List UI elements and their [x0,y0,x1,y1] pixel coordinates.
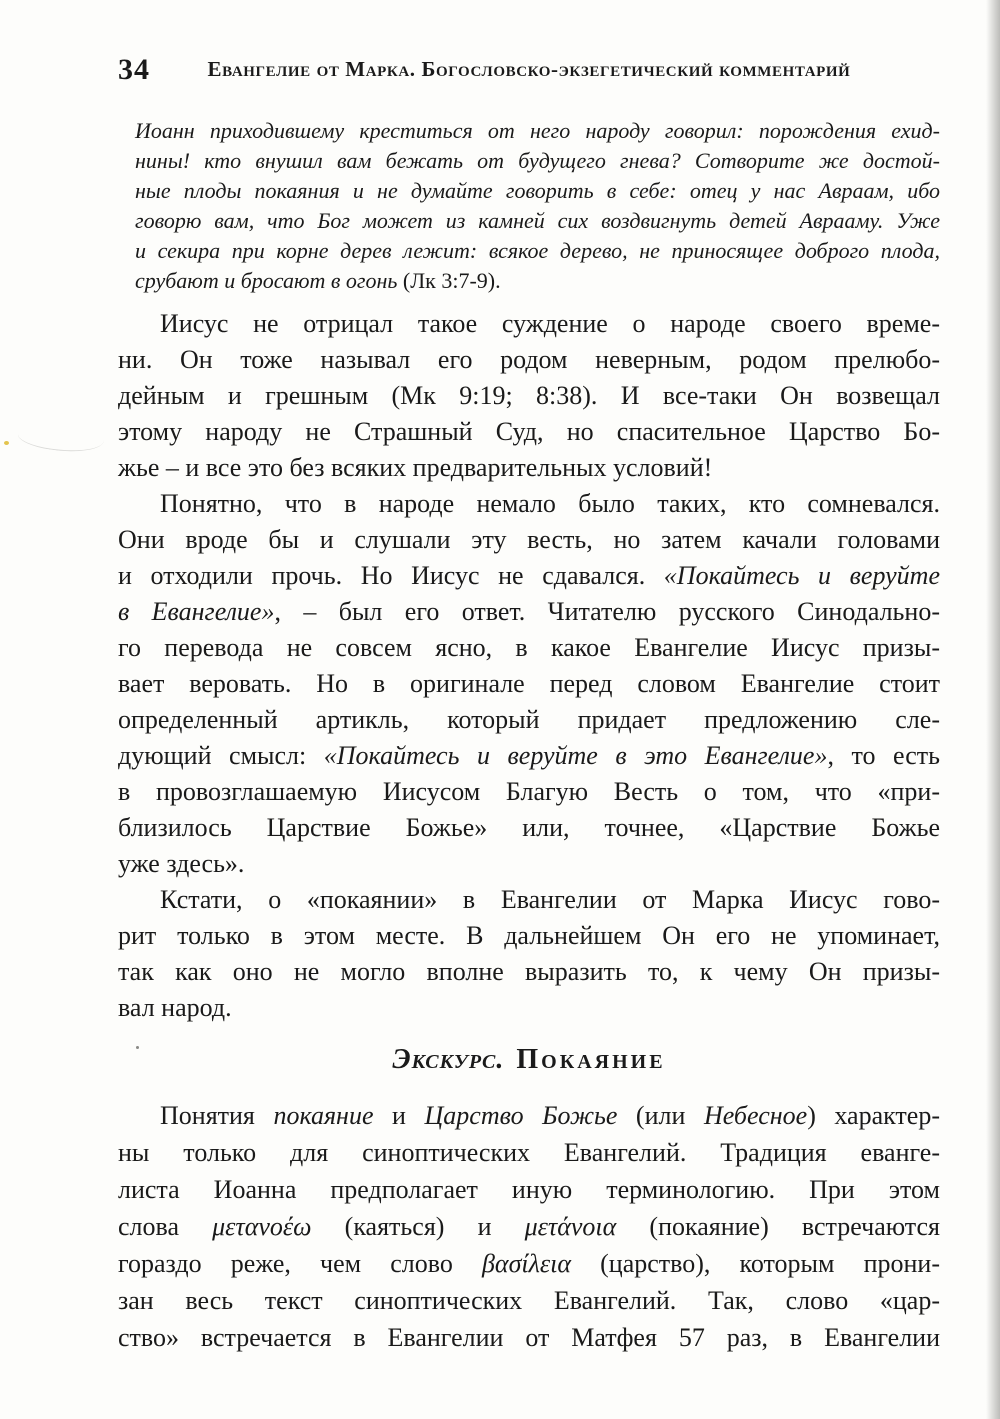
text-line [135,206,940,236]
text-line [118,918,940,954]
text-line [118,1171,940,1208]
text-run: близилось Царствие Божье» или, точнее, «Царствие Божье [118,813,940,842]
text-line [118,306,940,342]
text-line [135,236,940,266]
text-run: и секира при корне дерев лежит: всякое дерево, не приносящее доброго плода, [135,238,940,263]
scan-artifact-speck [4,441,9,445]
text-run: (царство), которым прони- [571,1249,940,1278]
text-run: рит только в этом месте. В дальнейшем Он его не упоминает, [118,921,940,950]
text-line [135,266,940,296]
text-run: ные плоды покаяния и не думайте говорить в себе: отец у нас Авраам, ибо [135,178,940,203]
scan-artifact-curve [17,418,106,457]
text-line [135,146,940,176]
text-run: μετάνοια [524,1212,617,1241]
text-run: зан весь текст синоптических Евангелий. Так, слово «цар- [118,1286,940,1315]
text-run: уже здесь». [118,849,245,878]
text-run: дующий смысл: [118,741,324,770]
paragraph [118,486,940,882]
text-run: так как оно не могло вполне выразить то, к чему Он призы- [118,957,940,986]
text-run: βασίλεια [481,1249,572,1278]
text-line [118,666,940,702]
text-run: ны только для синоптических Евангелий. Традиция еванге- [118,1138,940,1167]
text-run: μετανοέω [212,1212,312,1241]
text-run: жье – и все это без всяких предварительных условий! [118,453,713,482]
text-run: , – был его ответ. Читателю русского Синодально- [274,597,940,626]
text-run: покаяние [273,1101,374,1130]
text-run: Иисус не отрицал такое суждение о народе своего време- [160,309,940,338]
text-line [118,450,940,486]
page-number: 34 [118,53,150,86]
text-line [118,846,940,882]
text-run: говорю вам, что Бог может из камней сих воздвигнуть детей Аврааму. Уже [135,208,940,233]
text-run: в Евангелие» [118,597,275,626]
paragraph [118,882,940,1026]
running-title: Евангелие от Марка. Богословско-экзегетический комментарий [207,57,851,81]
text-run: Иоанн приходившему креститься от него народу говорил: порождения ехид- [135,118,940,143]
text-run: Понятно, что в народе немало было таких, кто сомневался. [160,489,940,518]
text-run: нины! кто внушил вам бежать от будущего гнева? Сотворите же достой- [135,148,940,173]
text-run: , то есть [827,741,940,770]
text-run: в провозглашаемую Иисусом Благую Весть о том, что «при- [118,777,940,806]
text-run: Они вроде бы и слушали эту весть, но затем качали головами [118,525,940,554]
text-run: (Лк 3:7-9). [402,268,501,293]
text-run: дейным и грешным (Мк 9:19; 8:38). И все-таки Он возвещал [118,381,940,410]
text-run: ) характер- [807,1101,940,1130]
section-heading [118,1040,940,1081]
text-run: и отходили прочь. Но Иисус не сдавался. [118,561,664,590]
text-line [118,378,940,414]
text-run: ни. Он тоже называл его родом неверным, родом прелюбо- [118,345,940,374]
text-run: (или [617,1101,704,1130]
scan-edge-shadow [986,0,1000,1419]
text-run: «Покайтесь и веруйте в это Евангелие» [323,741,828,770]
scan-artifact-dot [136,1046,139,1049]
text-run: срубают и бросают в огонь [135,268,403,293]
text-line [118,774,940,810]
text-line [118,702,940,738]
text-line [118,1282,940,1319]
text-line [118,594,940,630]
text-run: этому народу не Страшный Суд, но спасительное Царство Бо- [118,417,940,446]
excursus-label: Экскурс. [392,1044,505,1075]
paragraph [118,306,940,486]
text-run: вает веровать. Но в оригинале перед словом Евангелие стоит [118,669,940,698]
page-header [118,52,940,86]
paragraph [118,1097,940,1356]
text-run: определенный артикль, который придает предложению сле- [118,705,940,734]
text-line [118,486,940,522]
text-line [118,810,940,846]
text-line [118,1134,940,1171]
excursus-title: Покаяние [516,1044,666,1075]
text-run: Царство Божье [424,1101,618,1130]
text-line [135,116,940,146]
text-run: Понятия [160,1101,274,1130]
text-run: листа Иоанна предполагает иную терминологию. При этом [118,1175,940,1204]
text-line [118,882,940,918]
text-run: гораздо реже, чем слово [118,1249,482,1278]
text-line [118,954,940,990]
text-run: (покаяние) встречаются [616,1212,940,1241]
text-line [118,738,940,774]
text-line [135,176,940,206]
block-quote [135,116,940,296]
text-run: Небесное [703,1101,808,1130]
text-run: ство» встречается в Евангелии от Матфея 57 раз, в Евангелии [118,1323,940,1352]
text-line [118,414,940,450]
text-line [118,1319,940,1356]
text-column [118,116,940,1356]
text-run: слова [118,1212,213,1241]
text-run: (каяться) и [311,1212,525,1241]
text-line [118,1208,940,1245]
text-run: вал народ. [118,993,232,1022]
text-line [118,990,940,1026]
text-run: и [373,1101,425,1130]
text-line [118,630,940,666]
text-line [118,558,940,594]
text-line [118,1097,940,1134]
text-line [118,522,940,558]
excursus-section [118,1097,940,1356]
text-run: Кстати, о «покаянии» в Евангелии от Марка Иисус гово- [160,885,940,914]
text-line [118,342,940,378]
text-line [118,1245,940,1282]
text-run: го перевода не совсем ясно, в какое Евангелие Иисус призы- [118,633,940,662]
intro-section [118,116,940,1026]
text-run: «Покайтесь и веруйте [663,561,940,590]
